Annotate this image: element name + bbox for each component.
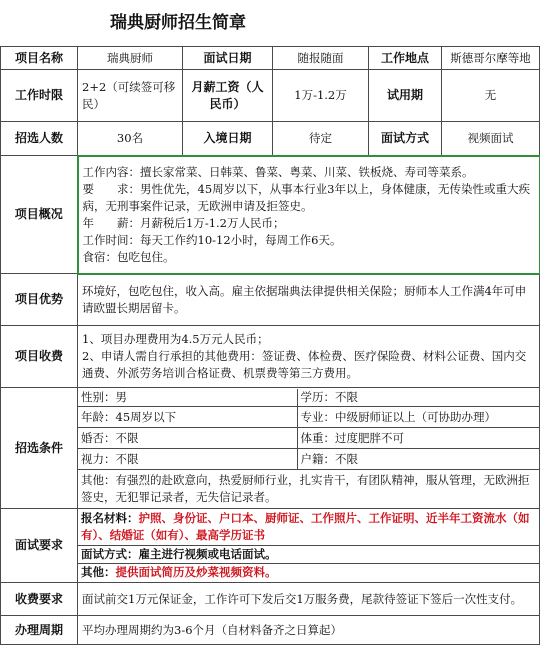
charge-text: 面试前交1万元保证金，工作许可下发后交1万服务费，尾款待签证下签后一次性支付。 [78, 583, 540, 616]
overview-line: 工作时间：每天工作约10-12小时，每周工作6天。 [82, 232, 342, 247]
page-title: 瑞典厨师招生简章 [110, 13, 246, 33]
row-recruit-count [1, 122, 540, 156]
brochure-table [0, 46, 540, 645]
label-period: 办理周期 [1, 616, 78, 645]
overview-line: 工作内容：擅长家常菜、日韩菜、鲁菜、粤菜、川菜、铁板烧、寿司等菜系。 [82, 164, 474, 179]
fees-content [78, 326, 540, 388]
condition-hukou: 户籍：不限 [297, 449, 539, 470]
overview-content [78, 156, 540, 274]
condition-education: 学历：不限 [297, 389, 539, 407]
row-work-term [1, 70, 540, 122]
condition-age: 年龄：45周岁以下 [78, 407, 297, 428]
value-interview-date: 随报随面 [273, 47, 369, 70]
label-fees: 项目收费 [1, 326, 78, 388]
advantages-text: 环境好，包吃包住，收入高。雇主依据瑞典法律提供相关保险；厨师本人工作满4年可申请欧盟长期居留卡。 [78, 274, 540, 326]
value-monthly-salary: 1万-1.2万 [273, 70, 369, 122]
fees-line: 2、申请人需自行承担的其他费用：签证费、体检费、医疗保险费、材料公证费、国内交通费、外派劳务培训合格证费、机票费等第三方费用。 [82, 349, 527, 380]
condition-weight: 体重：过度肥胖不可 [297, 428, 539, 449]
row-advantages [1, 274, 540, 326]
label-charge: 收费要求 [1, 583, 78, 616]
label-advantages: 项目优势 [1, 274, 78, 326]
row-interview [1, 509, 540, 583]
label-interview-method: 面试方式 [369, 122, 442, 156]
condition-gender: 性别：男 [78, 389, 297, 407]
label-probation: 试用期 [369, 70, 442, 122]
overview-line: 食宿：包吃包住。 [82, 249, 175, 264]
condition-other: 其他：有强烈的赴欧意向，热爱厨师行业，扎实肯干，有团队精神，服从管理，无欧洲拒签史，无犯罪记录者，无失信记录者。 [81, 472, 530, 504]
value-recruit-count: 30名 [78, 122, 183, 156]
label-interview: 面试要求 [1, 509, 78, 583]
interview-other-text: 提供面试简历及炒菜视频资料。 [115, 565, 277, 580]
period-text: 平均办理周期约为3-6个月（自材料备齐之日算起） [78, 616, 540, 645]
label-conditions: 招选条件 [1, 388, 78, 509]
overview-line: 年 薪：月薪税后1万-1.2万人民币； [82, 215, 285, 230]
materials-prefix: 报名材料： [81, 511, 139, 526]
label-monthly-salary: 月薪工资（人民币） [183, 70, 273, 122]
interview-content [78, 509, 540, 583]
interview-method-note: 面试方式：雇主进行视频或电话面试。 [78, 546, 539, 564]
materials-list: 护照、身份证、户口本、厨师证、工作照片、工作证明、近半年工资流水（如有）、结婚证（如有）、最高学历证书 [81, 511, 530, 543]
value-work-location: 斯德哥尔摩等地 [442, 47, 540, 70]
condition-major: 专业：中级厨师证以上（可协助办理） [297, 407, 539, 428]
interview-other [78, 564, 539, 582]
condition-marital: 婚否：不限 [78, 428, 297, 449]
interview-other-prefix: 其他： [81, 565, 116, 580]
overview-line: 要 求：男性优先，45周岁以下，从事本行业3年以上，身体健康，无传染性或重大疾病，无刑事案件记录，无欧洲申请及拒签史。 [82, 181, 530, 213]
row-project-info [1, 47, 540, 70]
label-project-name: 项目名称 [1, 47, 78, 70]
row-overview [1, 156, 540, 274]
row-charge [1, 583, 540, 616]
value-project-name: 瑞典厨师 [78, 47, 183, 70]
fees-line: 1、项目办理费用为4.5万元人民币； [82, 332, 269, 346]
label-interview-date: 面试日期 [183, 47, 273, 70]
row-conditions [1, 388, 540, 509]
label-work-location: 工作地点 [369, 47, 442, 70]
condition-vision: 视力：不限 [78, 449, 297, 470]
label-entry-date: 入境日期 [183, 122, 273, 156]
interview-materials [78, 510, 539, 546]
value-probation: 无 [442, 70, 540, 122]
label-work-term: 工作时限 [1, 70, 78, 122]
row-period [1, 616, 540, 645]
row-fees [1, 326, 540, 388]
value-work-term: 2+2（可续签可移民） [78, 70, 183, 122]
value-entry-date: 待定 [273, 122, 369, 156]
conditions-grid [78, 388, 540, 509]
value-interview-method: 视频面试 [442, 122, 540, 156]
label-overview: 项目概况 [1, 156, 78, 274]
label-recruit-count: 招选人数 [1, 122, 78, 156]
